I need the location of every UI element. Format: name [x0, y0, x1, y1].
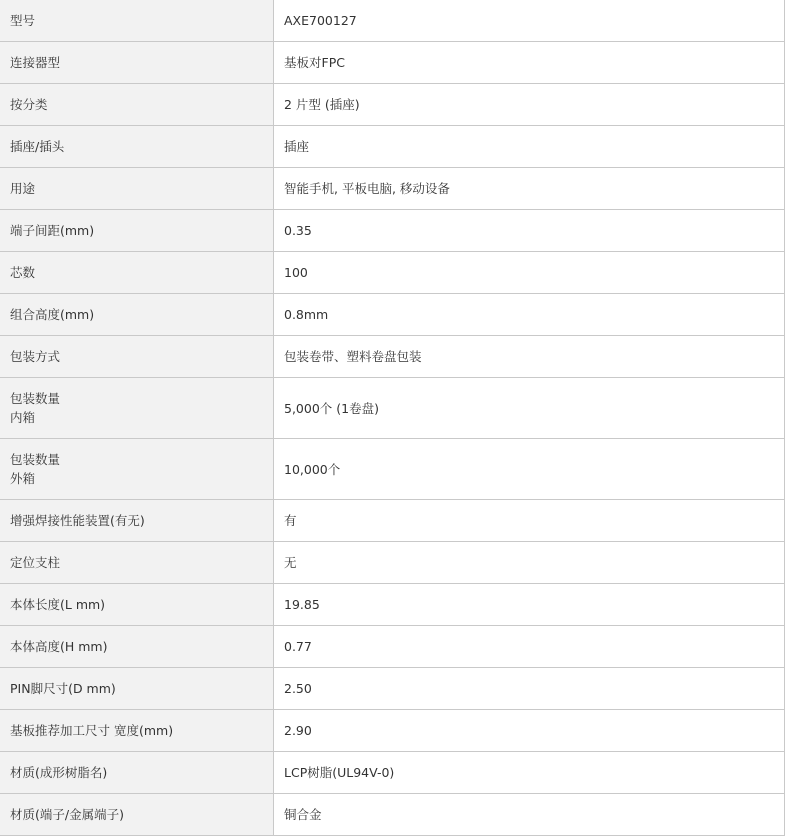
spec-value: 2 片型 (插座)	[284, 97, 360, 112]
spec-value: 100	[284, 265, 308, 280]
spec-value: AXE700127	[284, 13, 357, 28]
spec-label-cell	[0, 626, 274, 668]
table-row	[0, 584, 785, 626]
spec-value-cell	[274, 668, 785, 710]
spec-value-cell	[274, 626, 785, 668]
spec-value-cell	[274, 126, 785, 168]
spec-label: PIN脚尺寸(D mm)	[10, 681, 116, 696]
spec-value-cell	[274, 168, 785, 210]
spec-value-cell	[274, 500, 785, 542]
spec-value-cell	[274, 752, 785, 794]
spec-label: 端子间距(mm)	[10, 223, 95, 238]
table-row	[0, 710, 785, 752]
spec-value: 无	[284, 555, 297, 570]
spec-label: 用途	[10, 181, 36, 196]
spec-label-cell	[0, 336, 274, 378]
spec-label-cell	[0, 0, 274, 42]
table-row	[0, 126, 785, 168]
spec-value: 基板对FPC	[284, 55, 345, 70]
spec-label: 包装方式	[10, 349, 61, 364]
spec-value-cell	[274, 294, 785, 336]
spec-value-cell	[274, 542, 785, 584]
spec-label-cell	[0, 378, 274, 439]
spec-label-cell	[0, 439, 274, 500]
spec-value: 19.85	[284, 597, 320, 612]
spec-label-cell	[0, 210, 274, 252]
spec-value-cell	[274, 710, 785, 752]
spec-label: 组合高度(mm)	[10, 307, 95, 322]
spec-label: 包装数量	[10, 391, 61, 406]
table-row	[0, 168, 785, 210]
table-row	[0, 0, 785, 42]
table-row	[0, 378, 785, 439]
spec-value-cell	[274, 336, 785, 378]
table-row	[0, 294, 785, 336]
spec-value-cell	[274, 378, 785, 439]
spec-value-cell	[274, 252, 785, 294]
spec-label: 内箱	[10, 410, 36, 425]
table-row	[0, 668, 785, 710]
table-row	[0, 210, 785, 252]
spec-label-cell	[0, 168, 274, 210]
spec-label: 材质(成形树脂名)	[10, 765, 108, 780]
spec-label: 芯数	[10, 265, 36, 280]
spec-value: 5,000个 (1卷盘)	[284, 400, 379, 416]
spec-value-cell	[274, 42, 785, 84]
spec-value: 10,000个	[284, 461, 341, 477]
spec-label-cell	[0, 668, 274, 710]
table-row	[0, 752, 785, 794]
spec-label: 材质(端子/金属端子)	[10, 807, 124, 822]
spec-value: 有	[284, 513, 297, 528]
spec-label-cell	[0, 584, 274, 626]
spec-value: 0.35	[284, 223, 312, 238]
table-row	[0, 336, 785, 378]
spec-label-cell	[0, 500, 274, 542]
spec-value: 智能手机, 平板电脑, 移动设备	[284, 181, 450, 196]
spec-label: 本体长度(L mm)	[10, 597, 106, 612]
spec-label: 增强焊接性能装置(有无)	[10, 513, 145, 528]
spec-value-cell	[274, 439, 785, 500]
spec-label: 型号	[10, 13, 36, 28]
spec-value-cell	[274, 210, 785, 252]
spec-value: 插座	[284, 139, 310, 154]
spec-value-cell	[274, 0, 785, 42]
spec-label-cell	[0, 126, 274, 168]
spec-label: 本体高度(H mm)	[10, 639, 108, 654]
spec-value: 0.77	[284, 639, 312, 654]
spec-value: 铜合金	[284, 807, 322, 822]
table-row	[0, 794, 785, 836]
spec-label: 按分类	[10, 97, 48, 112]
spec-label-cell	[0, 752, 274, 794]
spec-label-cell	[0, 710, 274, 752]
table-row	[0, 84, 785, 126]
spec-label-cell	[0, 294, 274, 336]
table-row	[0, 439, 785, 500]
spec-label: 定位支柱	[10, 555, 61, 570]
spec-label-cell	[0, 252, 274, 294]
spec-label-cell	[0, 542, 274, 584]
spec-label-cell	[0, 794, 274, 836]
spec-label-cell	[0, 84, 274, 126]
table-row	[0, 42, 785, 84]
spec-value: 2.50	[284, 681, 312, 696]
spec-label: 连接器型	[10, 55, 61, 70]
spec-value: 2.90	[284, 723, 312, 738]
spec-label: 外箱	[10, 471, 36, 486]
spec-label: 包装数量	[10, 452, 61, 467]
spec-label-cell	[0, 42, 274, 84]
spec-value: LCP树脂(UL94V-0)	[284, 765, 395, 780]
spec-label: 基板推荐加工尺寸 宽度(mm)	[10, 723, 174, 738]
table-row	[0, 542, 785, 584]
spec-value: 0.8mm	[284, 307, 329, 322]
table-row	[0, 626, 785, 668]
table-row	[0, 500, 785, 542]
spec-label: 插座/插头	[10, 139, 65, 154]
spec-value-cell	[274, 84, 785, 126]
spec-value-cell	[274, 794, 785, 836]
table-row	[0, 252, 785, 294]
spec-value: 包装卷带、塑料卷盘包装	[284, 349, 422, 364]
spec-value-cell	[274, 584, 785, 626]
